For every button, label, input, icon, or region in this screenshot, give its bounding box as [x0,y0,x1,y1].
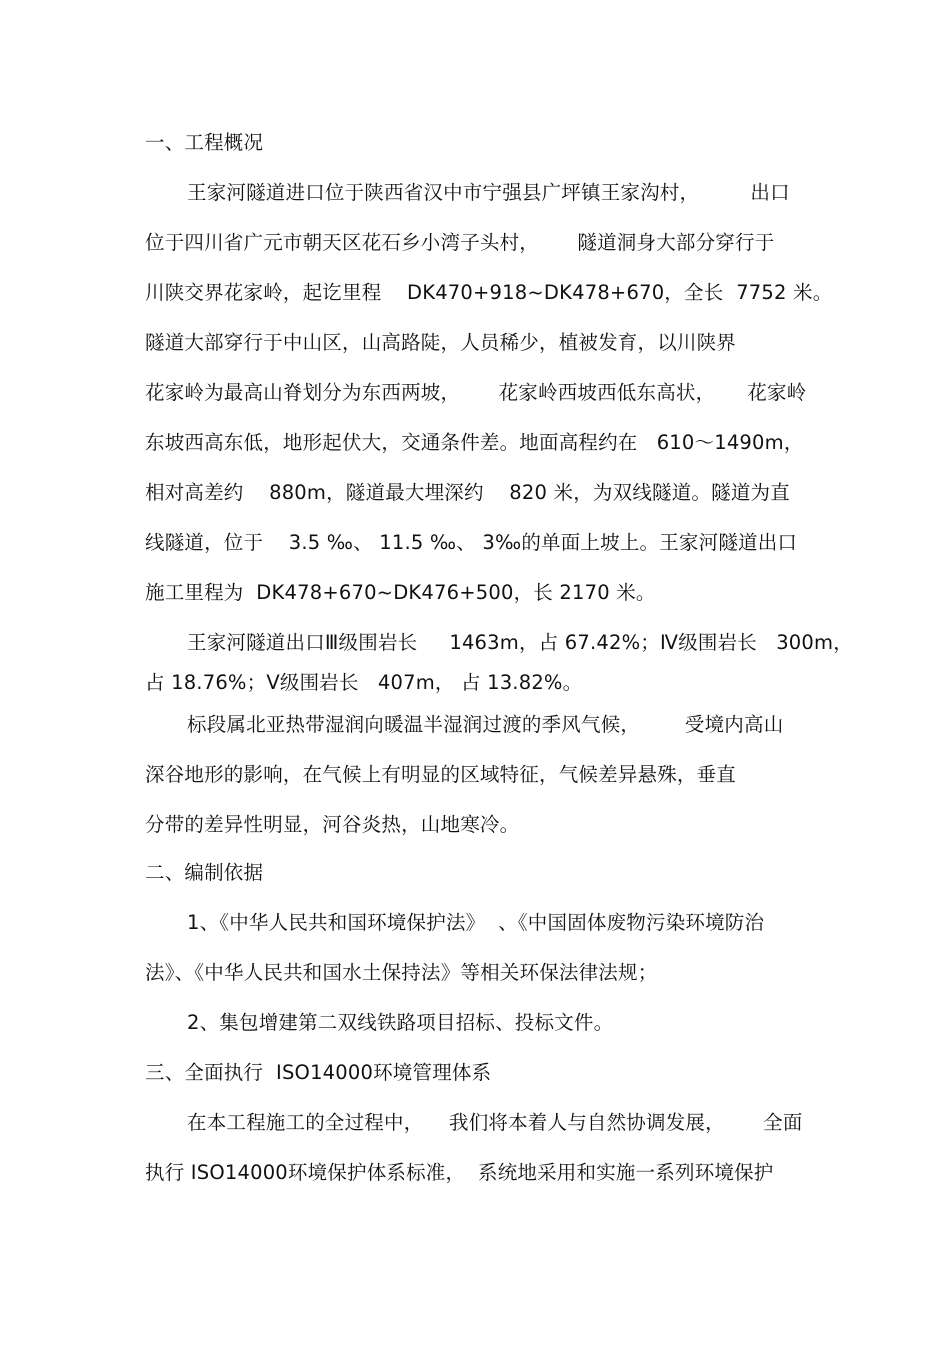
paragraph-line: 相对高差约 880m，隧道最大埋深约 820 米，为双线隧道。隧道为直 [145,481,790,504]
paragraph-line: 法》、《中华人民共和国水土保持法》等相关环保法律法规； [145,961,658,984]
paragraph-line: 隧道大部穿行于中山区，山高路陡，人员稀少，植被发育，以川陕界 [145,331,737,354]
paragraph-line: 施工里程为 DK478+670~DK476+500，长 2170 米。 [145,581,656,604]
paragraph-line: 王家河隧道进口位于陕西省汉中市宁强县广坪镇王家沟村， 出口 [187,181,790,204]
paragraph-line: 川陕交界花家岭，起讫里程 DK470+918~DK478+670，全长 7752 米。 [145,281,833,304]
paragraph-line: 线隧道，位于 3.5 ‰、 11.5 ‰、 3‰的单面上坡上。王家河隧道出口 [145,531,798,554]
paragraph-line: 2、集包增建第二双线铁路项目招标、投标文件。 [187,1011,614,1034]
paragraph-line: 深谷地形的影响，在气候上有明显的区域特征，气候差异悬殊，垂直 [145,763,737,786]
section-heading-iso: 三、全面执行 ISO14000环境管理体系 [145,1061,492,1084]
paragraph-line: 占 18.76%；Ⅴ级围岩长 407m， 占 13.82%。 [145,671,583,694]
paragraph-line: 东坡西高东低，地形起伏大，交通条件差。地面高程约在 610～1490m， [145,431,804,454]
paragraph-line: 执行 ISO14000环境保护体系标准， 系统地采用和实施一系列环境保护 [145,1161,774,1184]
paragraph-line: 1、《中华人民共和国环境保护法》 、《中国固体废物污染环境防治 [187,911,765,934]
paragraph-line: 王家河隧道出口Ⅲ级围岩长 1463m，占 67.42%；Ⅳ级围岩长 300m， [187,631,853,654]
paragraph-line: 花家岭为最高山脊划分为东西两坡， 花家岭西坡西低东高状， 花家岭 [145,381,807,404]
section-heading-overview: 一、工程概况 [145,131,264,154]
paragraph-line: 标段属北亚热带湿润向暖温半湿润过渡的季风气候， 受境内高山 [187,713,784,736]
section-heading-basis: 二、编制依据 [145,861,264,884]
paragraph-line: 位于四川省广元市朝天区花石乡小湾子头村， 隧道洞身大部分穿行于 [145,231,775,254]
paragraph-line: 分带的差异性明显，河谷炎热，山地寒冷。 [145,813,520,836]
paragraph-line: 在本工程施工的全过程中， 我们将本着人与自然协调发展， 全面 [187,1111,803,1134]
